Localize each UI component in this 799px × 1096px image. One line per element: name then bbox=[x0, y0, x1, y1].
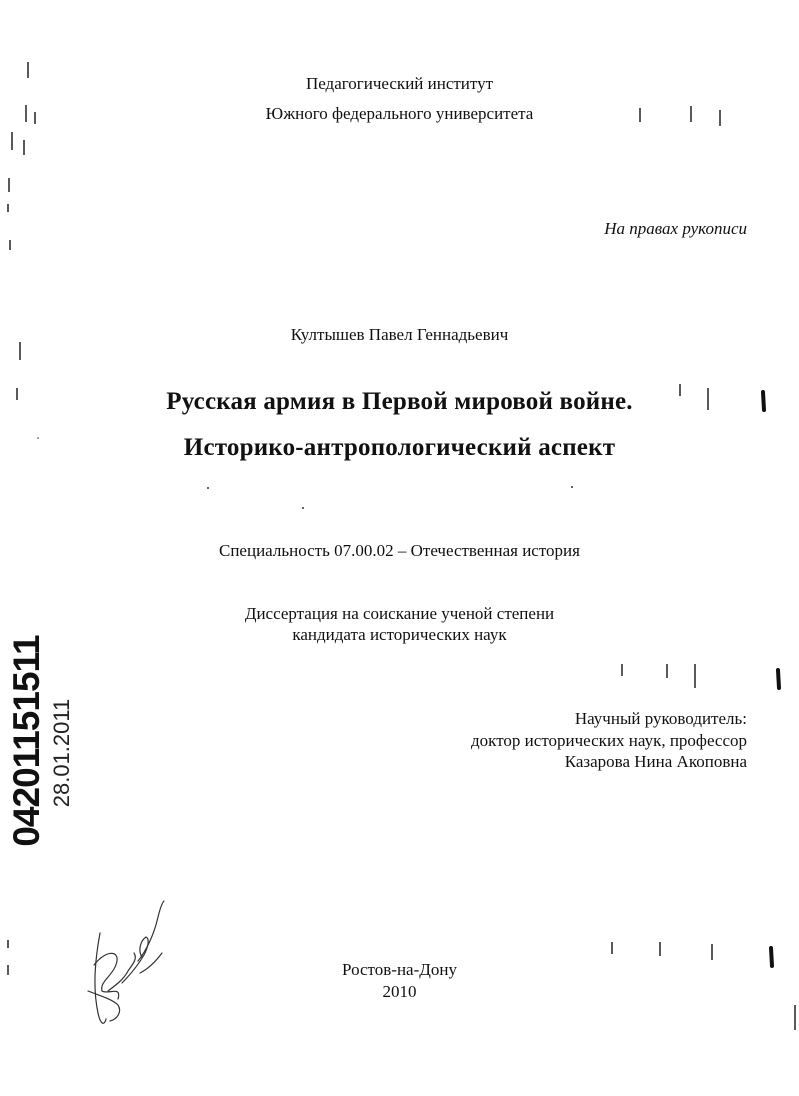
manuscript-rights-note: На правах рукописи bbox=[604, 219, 747, 238]
dissertation-title-line1: Русская армия в Первой мировой войне. bbox=[166, 388, 633, 415]
handwritten-signature-icon bbox=[78, 895, 173, 1035]
supervisor-label: Научный руководитель: bbox=[574, 709, 747, 728]
library-stamp-date: 28.01.2011 bbox=[49, 698, 74, 808]
institute-name-line1: Педагогический институт bbox=[305, 74, 494, 93]
library-stamp-code: 04201151511 bbox=[6, 635, 47, 847]
specialty-line: Специальность 07.00.02 – Отечественная история bbox=[219, 541, 580, 560]
supervisor-name: Казарова Нина Акоповна bbox=[564, 752, 747, 771]
dissertation-title-line2: Историко-антропологический аспект bbox=[183, 434, 616, 461]
year: 2010 bbox=[382, 982, 417, 1001]
institute-name-line2: Южного федерального университета bbox=[265, 104, 534, 123]
dissertation-type-line2: кандидата исторических наук bbox=[292, 625, 507, 644]
supervisor-degree: доктор исторических наук, профессор bbox=[471, 731, 747, 750]
author-name: Култышев Павел Геннадьевич bbox=[290, 325, 509, 344]
dissertation-type-line1: Диссертация на соискание ученой степени bbox=[244, 604, 555, 623]
city: Ростов-на-Дону bbox=[342, 960, 457, 979]
